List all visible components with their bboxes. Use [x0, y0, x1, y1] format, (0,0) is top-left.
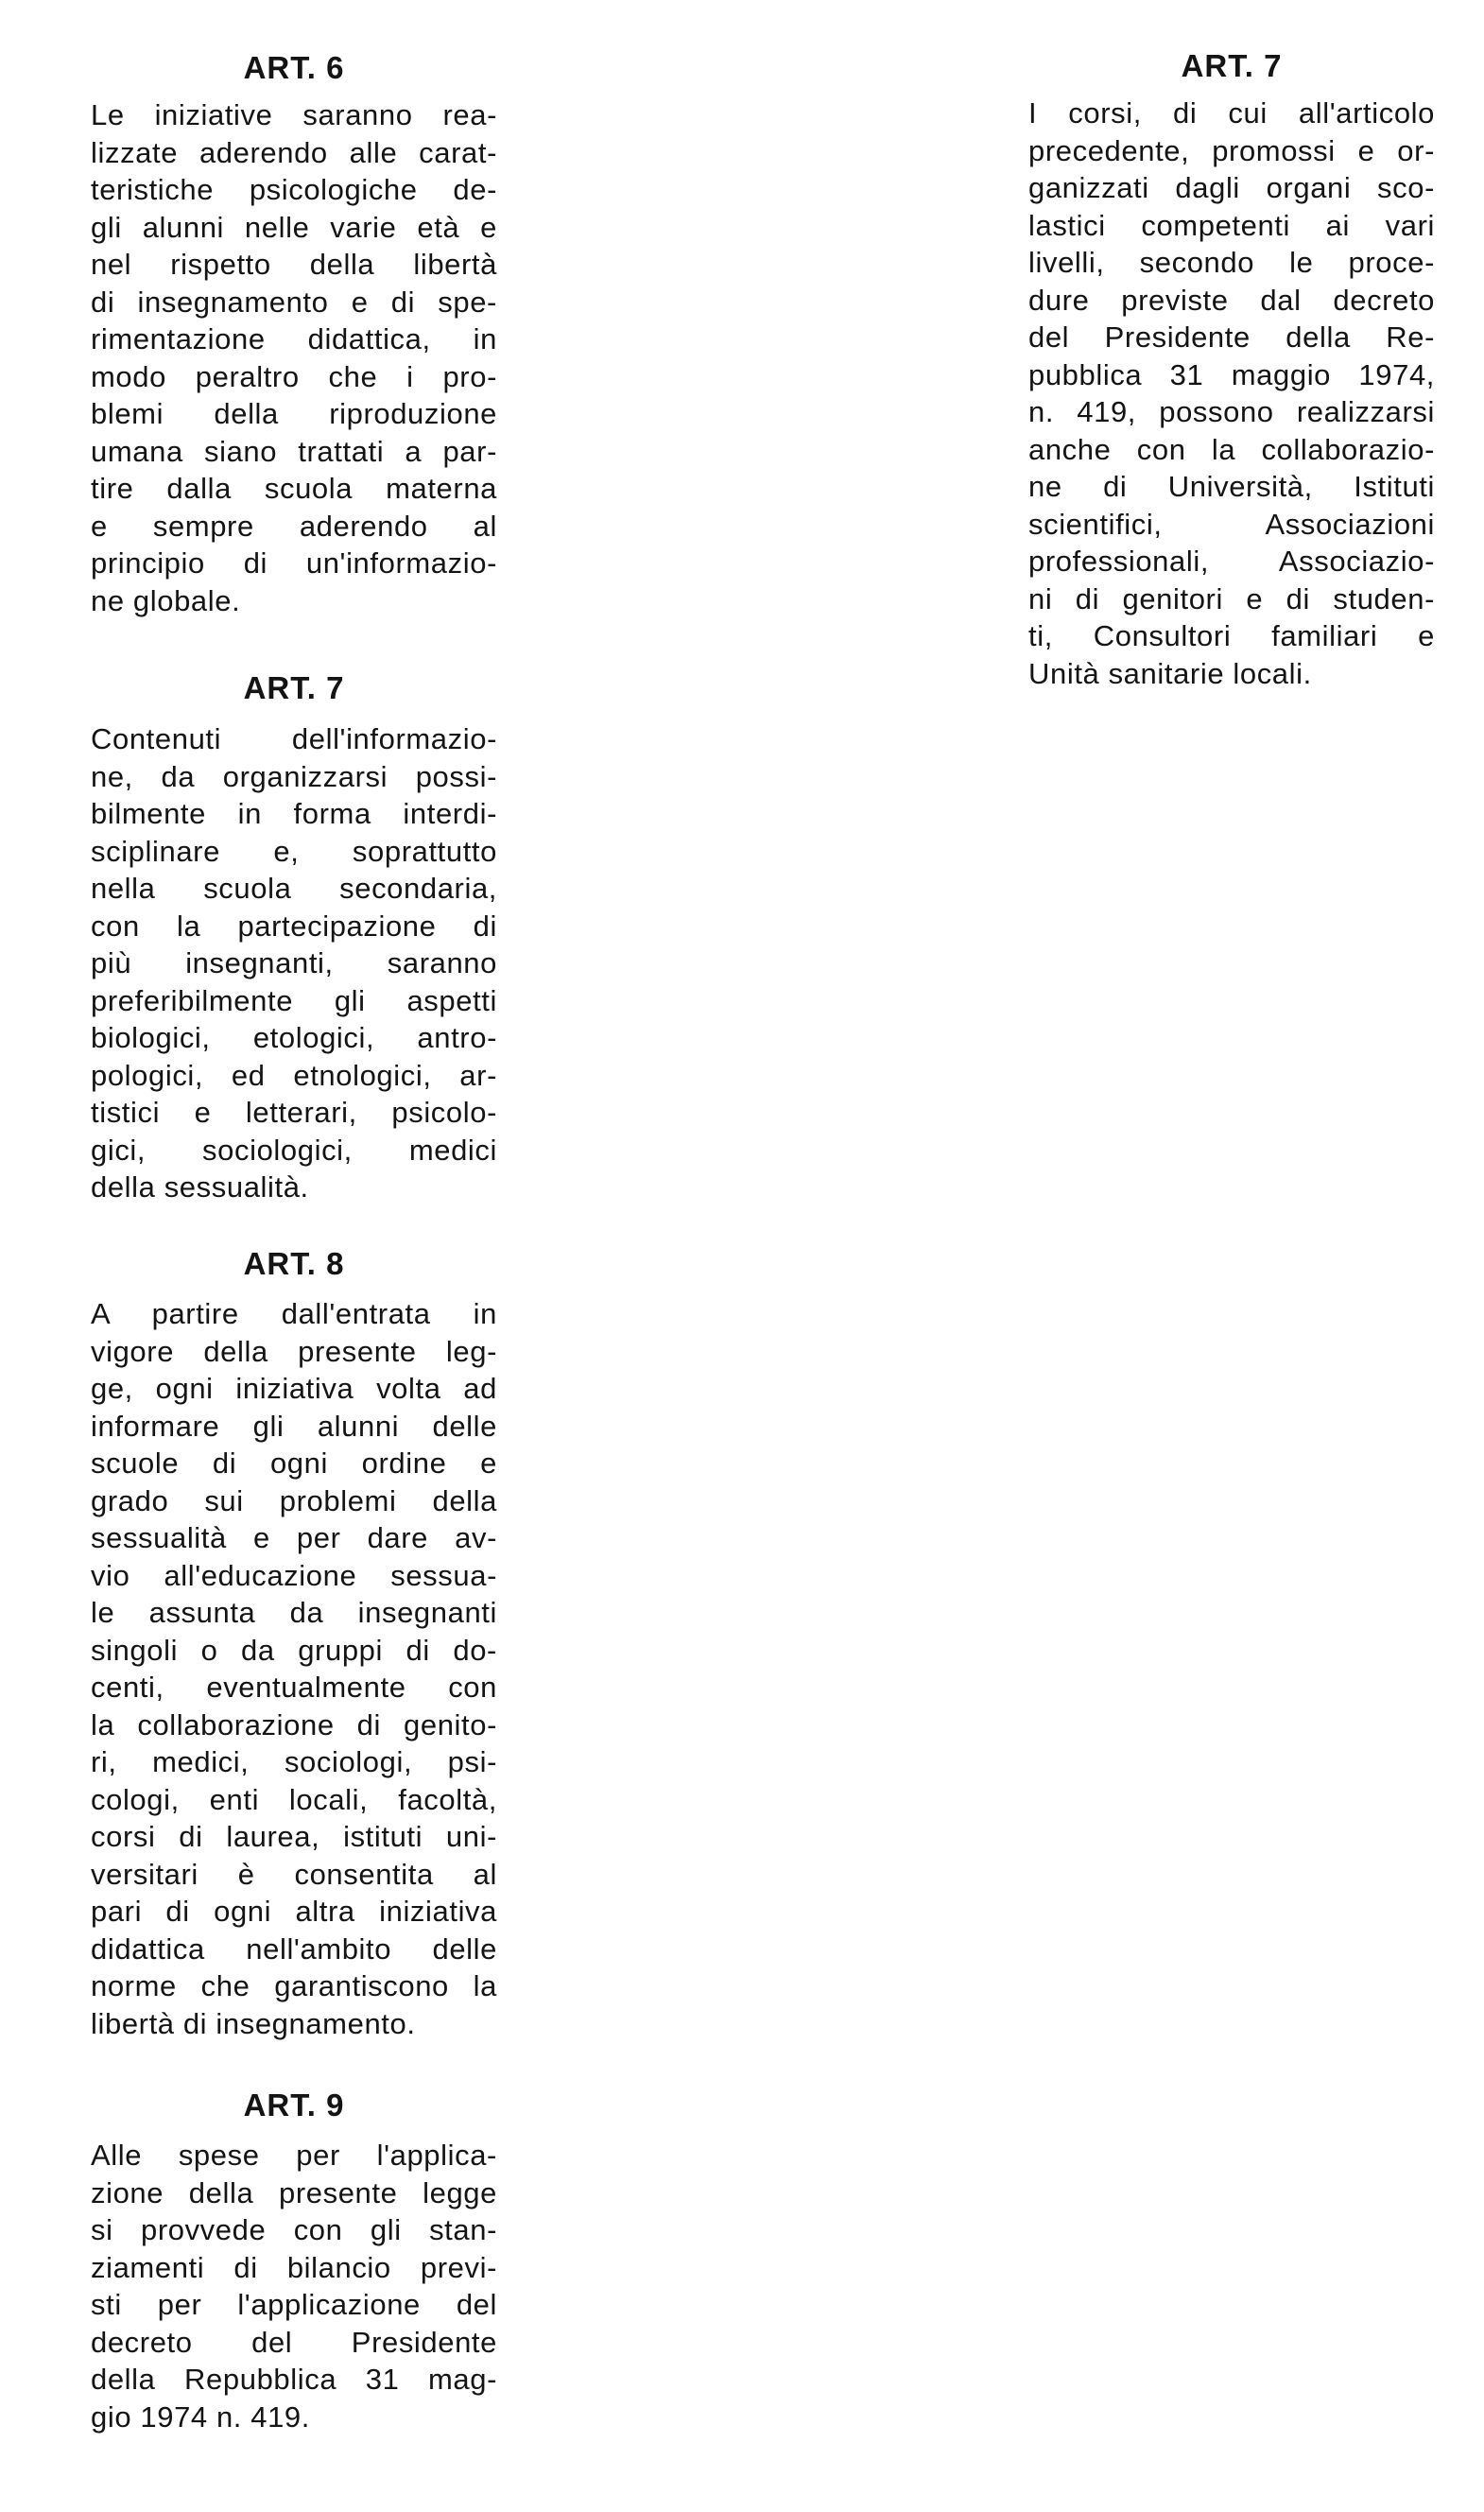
article-7-text [91, 720, 497, 1206]
article-9-heading: ART. 9 [243, 2088, 345, 2122]
text-line: I corsi, di cui all'articolo [1028, 96, 1435, 130]
text-line: pubblica 31 maggio 1974, [1028, 357, 1435, 391]
text-line: pologici, ed etnologici, ar- [91, 1058, 497, 1092]
text-line: grado sui problemi della [91, 1483, 497, 1517]
text-line: blemi della riproduzione [91, 397, 497, 430]
text-line: lastici competenti ai vari [1028, 208, 1435, 242]
text-line: versitari è consentita al [91, 1857, 497, 1891]
text-line: corsi di laurea, istituti uni- [91, 1820, 497, 1853]
text-line: con la partecipazione di [91, 909, 497, 943]
text-line: norme che garantiscono la [91, 1969, 497, 2002]
text-line: teristiche psicologiche de- [91, 173, 497, 206]
text-line: bilmente in forma interdi- [91, 797, 497, 830]
text-line: decreto del Presidente [91, 2325, 497, 2359]
text-line: umana siano trattati a par- [91, 434, 497, 468]
text-line: si provvede con gli stan- [91, 2213, 497, 2246]
text-line: ganizzati dagli organi sco- [1028, 171, 1435, 204]
text-line: ne di Università, Istituti [1028, 470, 1435, 503]
text-line: Le iniziative saranno rea- [91, 98, 497, 131]
text-line: gio 1974 n. 419. [91, 2399, 310, 2434]
text-line: professionali, Associazio- [1028, 545, 1435, 578]
text-line: gli alunni nelle varie età e [91, 210, 497, 244]
text-line: sessualità e per dare av- [91, 1521, 497, 1554]
text-line: libertà di insegnamento. [91, 2006, 416, 2040]
text-line: didattica nell'ambito delle [91, 1932, 497, 1966]
text-line: vigore della presente leg- [91, 1334, 497, 1368]
text-line: precedente, promossi e or- [1028, 133, 1435, 167]
text-line: sti per l'applicazione del [91, 2288, 497, 2321]
text-line: la collaborazione di genito- [91, 1707, 497, 1741]
text-line: principio di un'informazio- [91, 546, 497, 580]
text-line: scuole di ogni ordine e [91, 1447, 497, 1480]
article-6-text [91, 96, 497, 619]
text-line: ni di genitori e di studen- [1028, 581, 1435, 615]
article-7-heading: ART. 7 [243, 670, 345, 705]
text-line: ti, Consultori familiari e [1028, 619, 1435, 652]
text-line: pari di ogni altra iniziativa [91, 1895, 497, 1928]
article-8-heading: ART. 8 [243, 1246, 345, 1281]
article-8-text [91, 1295, 497, 2042]
text-line: modo peraltro che i pro- [91, 359, 497, 393]
text-line: e sempre aderendo al [91, 509, 497, 543]
article-7-right-text [1028, 95, 1435, 692]
text-line: biologici, etologici, antro- [91, 1021, 497, 1054]
text-line: ziamenti di bilancio previ- [91, 2250, 497, 2284]
text-line: le assunta da insegnanti [91, 1596, 497, 1629]
text-line: anche con la collaborazio- [1028, 432, 1435, 466]
text-line: di insegnamento e di spe- [91, 285, 497, 319]
text-line: ne, da organizzarsi possi- [91, 759, 497, 793]
text-line: cologi, enti locali, facoltà, [91, 1782, 497, 1816]
text-line: livelli, secondo le proce- [1028, 246, 1435, 279]
text-line: preferibilmente gli aspetti [91, 983, 497, 1017]
article-9-text [91, 2137, 497, 2435]
text-line: nel rispetto della libertà [91, 248, 497, 281]
text-line: n. 419, possono realizzarsi [1028, 395, 1435, 428]
text-line: della sessualità. [91, 1170, 309, 1204]
text-line: scientifici, Associazioni [1028, 507, 1435, 541]
text-line: del Presidente della Re- [1028, 320, 1435, 354]
text-line: tire dalla scuola materna [91, 472, 497, 505]
text-line: rimentazione didattica, in [91, 322, 497, 355]
text-line: tistici e letterari, psicolo- [91, 1096, 497, 1129]
text-line: A partire dall'entrata in [91, 1297, 497, 1330]
text-line: Alle spese per l'applica- [91, 2139, 497, 2172]
text-line: ge, ogni iniziativa volta ad [91, 1372, 497, 1405]
text-line: lizzate aderendo alle carat- [91, 135, 497, 169]
article-7-right-heading: ART. 7 [1181, 48, 1283, 83]
text-line: gici, sociologici, medici [91, 1133, 497, 1167]
text-line: informare gli alunni delle [91, 1409, 497, 1443]
text-line: dure previste dal decreto [1028, 283, 1435, 317]
text-line: nella scuola secondaria, [91, 872, 497, 905]
text-line: sciplinare e, soprattutto [91, 834, 497, 868]
text-line: vio all'educazione sessua- [91, 1558, 497, 1592]
text-line: più insegnanti, saranno [91, 946, 497, 979]
text-line: zione della presente legge [91, 2175, 497, 2209]
article-6-heading: ART. 6 [243, 50, 345, 85]
text-line: ne globale. [91, 583, 241, 617]
text-line: singoli o da gruppi di do- [91, 1633, 497, 1667]
text-line: Contenuti dell'informazio- [91, 722, 497, 755]
text-line: della Repubblica 31 mag- [91, 2363, 497, 2396]
text-line: Unità sanitarie locali. [1028, 656, 1312, 690]
text-line: centi, eventualmente con [91, 1671, 497, 1704]
text-line: ri, medici, sociologi, psi- [91, 1745, 497, 1778]
